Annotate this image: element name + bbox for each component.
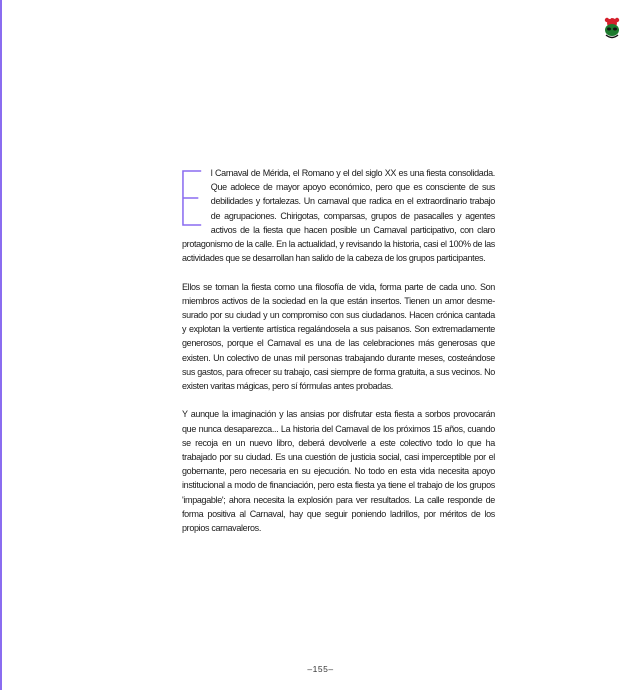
paragraph-1-text: l Carnaval de Mérida, el Romano y el del siglo XX es una fiesta consolidada. Que adolece de mayor apoyo económico, pero que es consciente de sus debilidades y fortalezas. Un carnaval que radica en el extraordinario trabajo de agrupaciones. Chirigotas, comparsas, grupos de pasacalles y agentes activos de la fiesta que hacen posible un Carnaval participativo, con claro protagonismo de la calle. En la actualidad, y revisando la historia, casi el 100% de las actividades que se desarrollan han salido de la cabeza de los grupos participantes.: [182, 167, 495, 264]
paragraph-1: [182, 166, 495, 265]
carnival-mask-logo-icon: [600, 14, 624, 40]
paragraph-2: Ellos se toman la fiesta como una filosofía de vida, forma parte de cada uno. Son miembros activos de la sociedad en la que están insertos. Tienen un amor desme-surado por su ciudad y un compromiso con sus ciudadanos. Hacen crónica cantada y explotan la vertiente artística regalándosela a sus paisanos. Son extremadamente generosos, porque el Carnaval es una de las celebraciones más generosas que existen. Un colectivo de unas mil personas trabajando durante meses, costeándose sus gastos, para ofrecer su trabajo, casi siempre de forma gratuita, a sus vecinos. No existen varitas mágicas, pero sí fórmulas antes probadas.: [182, 280, 495, 392]
article-body: [182, 166, 495, 549]
page-edge-line: [0, 0, 2, 690]
page-number: –155–: [307, 664, 334, 674]
paragraph-3: Y aunque la imaginación y las ansias por disfrutar esta fiesta a sorbos provocarán que nunca desaparezca... La historia del Carnaval de los próximos 15 años, cuando se recoja en un nuevo libro, deberá devolverle a este colectivo todo lo que ha trabajado por su ciudad. Es una cuestión de justicia social, casi imperceptible por el gobernante, pero necesaria en su ejecución. No todo en esta vida necesita apoyo institucional a modo de financiación, pero esta fiesta ya tiene el trabajo de los grupos 'impagable'; ahora necesita la explosión para ver resultados. La calle responde de forma positiva al Carnaval, hay que seguir poniendo ladrillos, por méritos de los propios carnavaleros.: [182, 408, 495, 534]
drop-cap-letter: [182, 170, 203, 226]
